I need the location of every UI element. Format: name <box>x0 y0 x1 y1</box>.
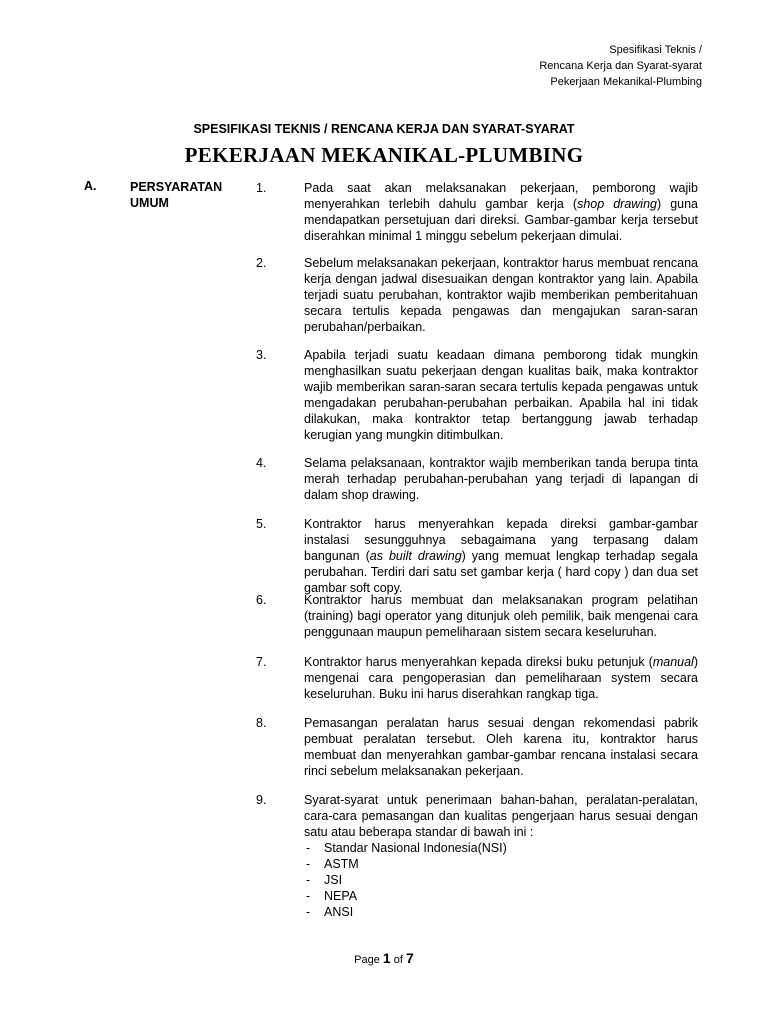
item-number: 3. <box>256 348 267 362</box>
page-current: 1 <box>382 950 391 966</box>
standard-item: - NEPA <box>304 888 698 904</box>
item-number: 5. <box>256 517 267 531</box>
item-text: Apabila terjadi suatu keadaan dimana pemborong tidak mungkin menghasilkan suatu pekerjaan dengan kualitas baik, maka kontraktor wajib memberikan saran-saran secara tertulis kepada pengawas untuk mengadakan perubahan-perubahan perbaikan. Apabila hal ini tidak dilakukan, maka kontraktor tetap bertanggung jawab terhadap kerugian yang mungkin ditimbulkan. <box>304 348 698 442</box>
section-letter: A. <box>84 179 97 193</box>
item-text: Kontraktor harus menyerahkan kepada direksi buku petunjuk (manual) mengenai cara pengoperasian dan pemeliharaan system secara keseluruhan. Buku ini harus diserahkan rangkap tiga. <box>304 655 698 701</box>
page-footer <box>0 950 768 966</box>
document-subtitle: SPESIFIKASI TEKNIS / RENCANA KERJA DAN SYARAT-SYARAT <box>193 122 575 136</box>
item-number: 2. <box>256 256 267 270</box>
item-number: 4. <box>256 456 267 470</box>
item-text: Selama pelaksanaan, kontraktor wajib memberikan tanda berupa tinta merah terhadap perubahan-perubahan yang terjadi di lapangan di dalam shop drawing. <box>304 456 698 502</box>
item-text <box>304 792 698 920</box>
standard-item: - ANSI <box>304 904 698 920</box>
section-name-line-1: PERSYARATAN <box>130 180 223 194</box>
standard-item: - Standar Nasional Indonesia(NSI) <box>304 840 698 856</box>
section-name <box>130 179 230 211</box>
header-line-3: Pekerjaan Mekanikal-Plumbing <box>550 76 702 88</box>
page-total: 7 <box>406 950 414 966</box>
item-text: Pada saat akan melaksanakan pekerjaan, pemborong wajib menyerahkan terlebih dahulu gambar kerja (shop drawing) guna mendapatkan persetujuan dari direksi. Gambar-gambar kerja tersebut diserahkan minimal 1 minggu sebelum pekerjaan dimulai. <box>304 181 699 243</box>
page-word: Page <box>354 954 380 966</box>
standards-list <box>304 840 698 920</box>
section-name-line-2: UMUM <box>130 196 169 210</box>
document-title: PEKERJAAN MEKANIKAL-PLUMBING <box>184 143 584 167</box>
item-text-body: Syarat-syarat untuk penerimaan bahan-bahan, peralatan-peralatan, cara-cara pemasangan dan kualitas pengerjaan harus sesuai dengan satu atau beberapa standar di bawah ini : <box>304 793 698 839</box>
item-text: Kontraktor harus menyerahkan kepada direksi gambar-gambar instalasi sesungguhnya sebagaimana yang terpasang dalam bangunan (as built drawing) yang memuat lengkap terhadap segala perubahan. Terdiri dari satu set gambar kerja ( hard copy ) dan dua set gambar soft copy. <box>304 517 698 595</box>
item-number: 6. <box>256 593 267 607</box>
item-text: Kontraktor harus membuat dan melaksanakan program pelatihan (training) bagi operator yang ditunjuk oleh pemilik, baik mengenai cara penggunaan maupun pemeliharaan sistem secara keseluruhan. <box>304 593 698 639</box>
item-number: 1. <box>256 181 267 195</box>
of-word: of <box>393 954 403 966</box>
page-header <box>539 42 702 90</box>
header-line-2: Rencana Kerja dan Syarat-syarat <box>539 60 702 72</box>
item-number: 8. <box>256 716 267 730</box>
item-number: 9. <box>256 793 267 807</box>
item-text: Sebelum melaksanakan pekerjaan, kontraktor harus membuat rencana kerja dengan jadwal disesuaikan dengan kontraktor yang lain. Apabila terjadi suatu perubahan, kontraktor wajib memberikan pemberitahuan secara tertulis kepada pengawas dan mengajukan saran-saran perubahan/perbaikan. <box>304 256 698 334</box>
standard-item: - JSI <box>304 872 698 888</box>
header-line-1: Spesifikasi Teknis / <box>609 44 702 56</box>
item-text: Pemasangan peralatan harus sesuai dengan rekomendasi pabrik pembuat peralatan tersebut. Oleh karena itu, kontraktor harus membuat dan menyerahkan gambar-gambar rencana instalasi secara rinci sebelum melaksanakan pekerjaan. <box>304 716 698 778</box>
item-number: 7. <box>256 655 267 669</box>
standard-item: - ASTM <box>304 856 698 872</box>
